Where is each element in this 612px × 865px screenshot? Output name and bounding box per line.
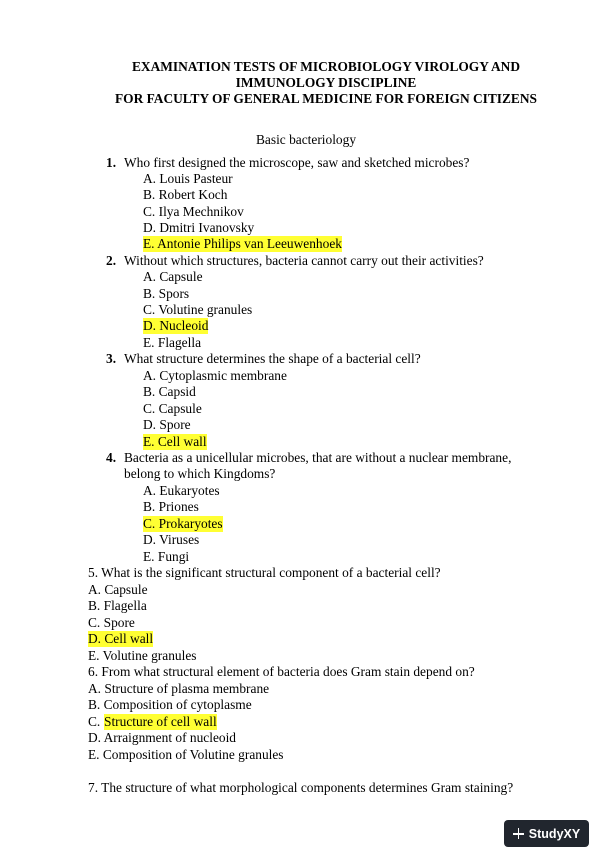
answer-option: A. Capsule [88, 582, 148, 597]
answer-option: C. Capsule [143, 401, 202, 416]
title-line: EXAMINATION TESTS OF MICROBIOLOGY VIROLOGY AND [131, 59, 520, 74]
correct-answer: D. Cell wall [88, 631, 154, 646]
answer-option-letter: C. [88, 714, 101, 729]
answer-option: B. Spors [143, 286, 190, 301]
answer-option: A. Cytoplasmic membrane [143, 368, 287, 383]
answer-option: C. Ilya Mechnikov [143, 204, 244, 219]
question-number: 1. [106, 155, 117, 170]
question-text: 6. From what structural element of bacteria does Gram stain depend on? [88, 664, 475, 679]
question-number: 3. [106, 351, 117, 366]
answer-option: E. Composition of Volutine granules [88, 747, 284, 762]
correct-answer: E. Cell wall [143, 434, 207, 449]
answer-option: A. Louis Pasteur [143, 171, 233, 186]
answer-option: E. Flagella [143, 335, 202, 350]
correct-answer: E. Antonie Philips van Leeuwenhoek [143, 236, 342, 251]
section-heading: Basic bacteriology [255, 132, 357, 147]
correct-answer: Structure of cell wall [104, 714, 217, 729]
question-text: 5. What is the significant structural component of a bacterial cell? [88, 565, 441, 580]
question-text: What structure determines the shape of a bacterial cell? [124, 351, 421, 366]
answer-option: B. Capsid [143, 384, 196, 399]
title-line: FOR FACULTY OF GENERAL MEDICINE FOR FOREIGN CITIZENS [115, 91, 537, 106]
answer-option: A. Structure of plasma membrane [88, 681, 270, 696]
answer-option: D. Dmitri Ivanovsky [143, 220, 255, 235]
answer-option: B. Robert Koch [143, 187, 228, 202]
answer-option: B. Composition of cytoplasme [88, 697, 252, 712]
answer-option: B. Flagella [88, 598, 147, 613]
correct-answer: D. Nucleoid [143, 318, 209, 333]
document-title [60, 59, 592, 107]
question-text: Without which structures, bacteria cannot carry out their activities? [124, 253, 484, 268]
question-number: 4. [106, 450, 117, 465]
answer-option: B. Priones [143, 499, 199, 514]
answer-option: E. Fungi [143, 549, 190, 564]
question-text: Bacteria as a unicellular microbes, that are without a nuclear membrane, [124, 450, 512, 465]
answer-option: D. Spore [143, 417, 191, 432]
question-text: 7. The structure of what morphological components determines Gram staining? [88, 780, 514, 795]
answer-option: C. Spore [88, 615, 135, 630]
question-text: Who first designed the microscope, saw and sketched microbes? [124, 155, 470, 170]
plus-icon [513, 828, 524, 839]
question-text: belong to which Kingdoms? [124, 466, 276, 481]
studyxy-logo[interactable] [504, 820, 589, 847]
answer-option: E. Volutine granules [88, 648, 197, 663]
correct-answer: C. Prokaryotes [143, 516, 223, 531]
title-line: IMMUNOLOGY DISCIPLINE [235, 75, 417, 90]
answer-option: D. Arraignment of nucleoid [88, 730, 237, 745]
brand-name: StudyXY [528, 826, 581, 841]
answer-option: D. Viruses [143, 532, 200, 547]
answer-option: C. Volutine granules [143, 302, 253, 317]
answer-option: A. Eukaryotes [143, 483, 220, 498]
answer-option: A. Capsule [143, 269, 203, 284]
question-number: 2. [106, 253, 117, 268]
